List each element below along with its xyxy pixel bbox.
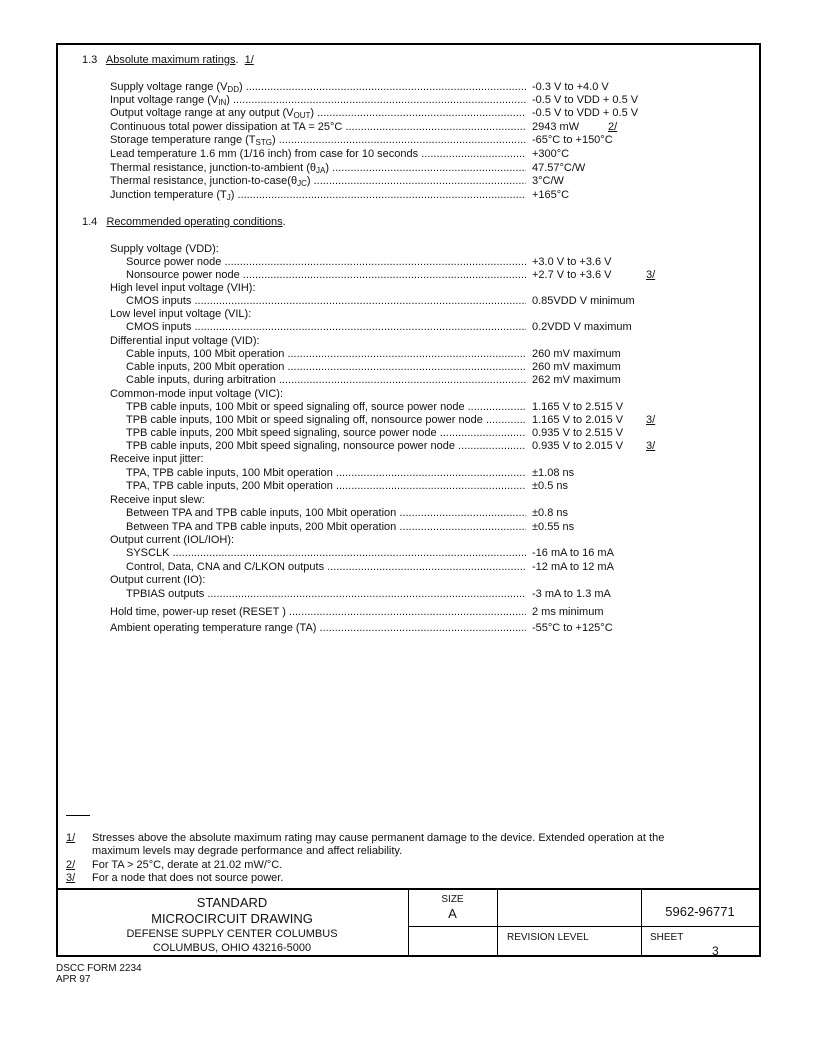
rating-label: Supply voltage range $(V_{DD})$ ..... [110, 81, 526, 96]
condition-note: 3/ [646, 269, 656, 281]
rating-label: Storage temperature range $(T_{STG})$ ..... [110, 134, 526, 149]
subscript: STG [255, 138, 272, 147]
condition-label: TPB cable inputs, 200 Mbit speed signaling, source power node ..... [126, 427, 526, 440]
condition-value: 0.935 V to 2.015 V [532, 440, 624, 452]
condition-value: 1.165 V to 2.015 V [532, 414, 624, 426]
footnote-mark: 1/ [66, 832, 76, 844]
condition-label: TPA, TPB cable inputs, 200 Mbit operation ..... [126, 480, 526, 493]
rating-value: +165°C [532, 189, 570, 201]
rating-value: 47.57°C/W [532, 162, 586, 174]
footnote [66, 859, 282, 872]
condition-value: 0.935 V to 2.515 V [532, 427, 624, 439]
sheet-label: SHEET [650, 932, 684, 943]
footnote-text: For a node that does not source power. [92, 872, 284, 884]
drawing-number: 5962-96771 [665, 904, 735, 919]
condition-label: TPB cable inputs, 100 Mbit or speed signaling off, nonsource power node ..... [126, 414, 526, 427]
condition-value: -16 mA to 16 mA [532, 547, 614, 559]
condition-group-label: Supply voltage (VDD): [110, 243, 219, 255]
sheet-number: 3 [712, 944, 719, 958]
footnote-text: For TA > 25°C, derate at 21.02 mW/°C. [92, 859, 283, 871]
footnote-line [66, 872, 283, 885]
footnote-line [66, 859, 282, 872]
condition-group-label: Low level input voltage (VIL): [110, 308, 252, 320]
condition-label: Nonsource power node ..... [126, 269, 526, 282]
condition-label: Cable inputs, 200 Mbit operation ..... [126, 361, 526, 374]
condition-label: Hold time, power-up reset (RESET ) ..... [110, 606, 526, 619]
condition-label: Ambient operating temperature range (TA) ..... [110, 622, 526, 635]
footnote-mark: 2/ [66, 859, 76, 871]
condition-label: Control, Data, CNA and C/LKON outputs ..... [126, 561, 526, 574]
condition-value: 262 mV maximum [532, 374, 621, 386]
org-name: DEFENSE SUPPLY CENTER COLUMBUS [126, 928, 338, 940]
footnote [66, 832, 664, 858]
condition-group-label: Output current (IO): [110, 574, 206, 586]
condition-label: TPB cable inputs, 200 Mbit speed signaling, nonsource power node ..... [126, 440, 526, 453]
rating-value: -65°C to +150°C [532, 134, 613, 146]
condition-label: Cable inputs, during arbitration ..... [126, 374, 526, 387]
condition-group-label: Differential input voltage (VID): [110, 335, 260, 347]
rating-value: 2943 mW [532, 121, 580, 133]
condition-value: 2 ms minimum [532, 606, 604, 618]
rating-value: -0.3 V to +4.0 V [532, 81, 609, 93]
condition-note: 3/ [646, 440, 656, 452]
condition-value: 1.165 V to 2.515 V [532, 401, 624, 413]
condition-value: 260 mV maximum [532, 361, 621, 373]
condition-label: CMOS inputs ..... [126, 321, 526, 334]
rating-label: Input voltage range $(V_{IN})$ ..... [110, 94, 526, 109]
size-value: A [448, 906, 457, 921]
condition-group-label: Receive input slew: [110, 494, 205, 506]
rating-value: +300°C [532, 148, 570, 160]
size-label: SIZE [441, 894, 464, 905]
condition-value: -55°C to +125°C [532, 622, 613, 634]
condition-label: Between TPA and TPB cable inputs, 100 Mbit operation ..... [126, 507, 526, 520]
title-standard: STANDARD [196, 895, 268, 910]
condition-value: 0.85VDD V minimum [532, 295, 635, 307]
condition-label: TPA, TPB cable inputs, 100 Mbit operation ..... [126, 467, 526, 480]
condition-label: Source power node ..... [126, 256, 526, 269]
condition-group-label: High level input voltage (VIH): [110, 282, 256, 294]
condition-group-label: Output current (IOL/IOH): [110, 534, 235, 546]
rating-label: Junction temperature $(T_J)$ ..... [110, 189, 526, 204]
form-number: DSCC FORM 2234 [56, 963, 142, 974]
footnote-mark: 3/ [66, 872, 76, 884]
section-1-4-heading: 1.4 Recommended operating conditions. [82, 216, 286, 228]
subscript: J [226, 193, 231, 202]
rating-value: -0.5 V to VDD + 0.5 V [532, 107, 639, 119]
rating-label: Thermal resistance, junction-$to-case(\theta_{JC})$ ..... [110, 175, 526, 190]
subscript: OUT [293, 111, 311, 120]
footnote-line [66, 832, 664, 845]
condition-value: ±1.08 ns [532, 467, 575, 479]
footnote [66, 872, 283, 885]
rating-label: Lead temperature 1.6 mm (1/16 inch) from case for 10 seconds ..... [110, 148, 526, 161]
subscript: DD [227, 85, 239, 94]
section-1-3-heading: 1.3 Absolute maximum ratings. 1/ [82, 54, 254, 66]
form-date: APR 97 [56, 974, 91, 985]
condition-value: ±0.5 ns [532, 480, 569, 492]
rating-value: 3°C/W [532, 175, 564, 187]
condition-value: ±0.55 ns [532, 521, 575, 533]
condition-group-label: Common-mode input voltage (VIC): [110, 388, 284, 400]
revision-level-label: REVISION LEVEL [507, 932, 589, 943]
condition-label: Cable inputs, 100 Mbit operation ..... [126, 348, 526, 361]
condition-value: +3.0 V to +3.6 V [532, 256, 612, 268]
condition-value: +2.7 V to +3.6 V [532, 269, 612, 281]
org-address: COLUMBUS, OHIO 43216-5000 [152, 942, 312, 954]
section-1-4-title: Recommended operating conditions [106, 216, 283, 228]
title-block [56, 888, 761, 957]
condition-group-label: Receive input jitter: [110, 453, 204, 465]
condition-value: ±0.8 ns [532, 507, 569, 519]
rating-label: Continuous total power dissipation at TA = 25°C ..... [110, 121, 526, 134]
rating-note: 2/ [608, 121, 618, 133]
condition-label: Between TPA and TPB cable inputs, 200 Mbit operation ..... [126, 521, 526, 534]
condition-label: SYSCLK ..... [126, 547, 526, 560]
title-microcircuit-drawing: MICROCIRCUIT DRAWING [151, 911, 313, 926]
condition-label: TPBIAS outputs ..... [126, 588, 526, 601]
rating-label: Thermal resistance, junction-to-ambient $(\theta_{JA})$ ..... [110, 162, 526, 177]
condition-value: -3 mA to 1.3 mA [532, 588, 611, 600]
condition-value: 260 mV maximum [532, 348, 621, 360]
section-1-3-note: 1/ [244, 54, 254, 66]
subscript: JC [297, 179, 307, 188]
rating-label: Output voltage range at any output $(V_{OUT})$ ..... [110, 107, 526, 122]
condition-label: TPB cable inputs, 100 Mbit or speed signaling off, source power node ..... [126, 401, 526, 414]
footnote-line [66, 845, 664, 858]
condition-label: CMOS inputs ..... [126, 295, 526, 308]
footnote-rule [66, 815, 90, 816]
condition-note: 3/ [646, 414, 656, 426]
footnote-text: maximum levels may degrade performance and affect reliability. [92, 845, 403, 857]
condition-value: 0.2VDD V maximum [532, 321, 632, 333]
subscript: IN [218, 98, 227, 107]
subscript: JA [316, 166, 326, 175]
footnote-text: Stresses above the absolute maximum rating may cause permanent damage to the device. Extended operation at the [92, 832, 665, 844]
condition-value: -12 mA to 12 mA [532, 561, 614, 573]
section-1-3-title: Absolute maximum ratings [105, 54, 236, 66]
rating-value: -0.5 V to VDD + 0.5 V [532, 94, 639, 106]
